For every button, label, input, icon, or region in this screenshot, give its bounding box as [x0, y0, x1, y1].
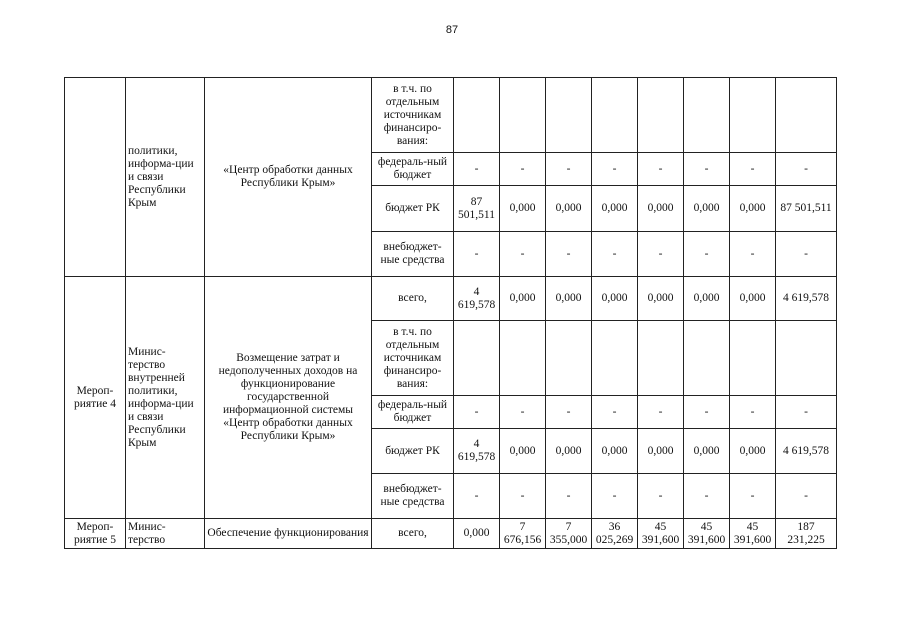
value-cell: [454, 321, 500, 396]
value-cell: 36 025,269: [592, 519, 638, 549]
value-cell: -: [454, 232, 500, 277]
value-cell: 0,000: [730, 429, 776, 474]
value-cell: 0,000: [638, 429, 684, 474]
value-cell: -: [776, 232, 837, 277]
value-cell: 4 619,578: [776, 429, 837, 474]
source-cell: федераль-ный бюджет: [372, 396, 454, 429]
value-cell: -: [500, 474, 546, 519]
value-cell: 0,000: [592, 277, 638, 321]
value-cell: 0,000: [546, 429, 592, 474]
value-cell: 7 355,000: [546, 519, 592, 549]
value-cell: -: [638, 153, 684, 186]
table-row: [65, 277, 837, 321]
source-cell: в т.ч. по отдельным источникам финансиро-вания:: [372, 321, 454, 396]
source-cell: всего,: [372, 277, 454, 321]
value-cell: 4 619,578: [454, 429, 500, 474]
event-cell: [65, 78, 126, 277]
value-cell: 0,000: [500, 429, 546, 474]
value-cell: -: [592, 153, 638, 186]
source-cell: федераль-ный бюджет: [372, 153, 454, 186]
value-cell: 0,000: [454, 519, 500, 549]
value-cell: 45 391,600: [730, 519, 776, 549]
executor-cell: Минис-терство: [126, 519, 205, 549]
budget-table: [64, 77, 837, 549]
value-cell: [546, 78, 592, 153]
value-cell: 0,000: [592, 429, 638, 474]
value-cell: [592, 321, 638, 396]
source-cell: внебюджет-ные средства: [372, 474, 454, 519]
value-cell: [684, 78, 730, 153]
value-cell: -: [500, 153, 546, 186]
event-cell: Мероп-риятие 4: [65, 277, 126, 519]
event-name-cell: Обеспечение функционирования: [205, 519, 372, 549]
value-cell: -: [684, 232, 730, 277]
value-cell: -: [730, 232, 776, 277]
executor-cell: Минис-терство внутренней политики, информа-ции и связи Республики Крым: [126, 277, 205, 519]
value-cell: -: [454, 474, 500, 519]
value-cell: [730, 78, 776, 153]
value-cell: -: [500, 396, 546, 429]
value-cell: -: [638, 232, 684, 277]
value-cell: [638, 78, 684, 153]
value-cell: [638, 321, 684, 396]
value-cell: 187 231,225: [776, 519, 837, 549]
value-cell: 0,000: [730, 186, 776, 232]
value-cell: -: [684, 474, 730, 519]
value-cell: -: [546, 232, 592, 277]
source-cell: в т.ч. по отдельным источникам финансиро-вания:: [372, 78, 454, 153]
value-cell: [776, 78, 837, 153]
value-cell: [500, 321, 546, 396]
table-row: [65, 78, 837, 153]
table-row: [65, 519, 837, 549]
value-cell: -: [730, 474, 776, 519]
source-cell: бюджет РК: [372, 186, 454, 232]
value-cell: 0,000: [684, 429, 730, 474]
value-cell: 87 501,511: [776, 186, 837, 232]
value-cell: -: [638, 474, 684, 519]
value-cell: [776, 321, 837, 396]
executor-cell: политики, информа-ции и связи Республики Крым: [126, 78, 205, 277]
value-cell: -: [776, 153, 837, 186]
value-cell: -: [730, 153, 776, 186]
page-number: 87: [445, 24, 459, 36]
value-cell: 0,000: [546, 186, 592, 232]
value-cell: -: [500, 232, 546, 277]
source-cell: внебюджет-ные средства: [372, 232, 454, 277]
value-cell: [546, 321, 592, 396]
value-cell: 4 619,578: [776, 277, 837, 321]
value-cell: -: [454, 153, 500, 186]
value-cell: 0,000: [730, 277, 776, 321]
value-cell: [730, 321, 776, 396]
value-cell: -: [592, 396, 638, 429]
value-cell: 7 676,156: [500, 519, 546, 549]
source-cell: всего,: [372, 519, 454, 549]
value-cell: 0,000: [592, 186, 638, 232]
value-cell: 0,000: [500, 186, 546, 232]
value-cell: 0,000: [684, 277, 730, 321]
value-cell: -: [546, 474, 592, 519]
value-cell: -: [454, 396, 500, 429]
source-cell: бюджет РК: [372, 429, 454, 474]
value-cell: [592, 78, 638, 153]
event-name-cell: Возмещение затрат и недополученных доходов на функционирование государственной информационной системы «Центр обработки данных Республики Крым»: [205, 277, 372, 519]
value-cell: 0,000: [546, 277, 592, 321]
value-cell: 4 619,578: [454, 277, 500, 321]
value-cell: 0,000: [638, 186, 684, 232]
value-cell: -: [776, 474, 837, 519]
value-cell: -: [684, 153, 730, 186]
event-name-cell: «Центр обработки данных Республики Крым»: [205, 78, 372, 277]
value-cell: -: [776, 396, 837, 429]
value-cell: -: [684, 396, 730, 429]
value-cell: [684, 321, 730, 396]
value-cell: -: [546, 153, 592, 186]
value-cell: [500, 78, 546, 153]
value-cell: [454, 78, 500, 153]
value-cell: -: [730, 396, 776, 429]
value-cell: 0,000: [684, 186, 730, 232]
value-cell: -: [638, 396, 684, 429]
value-cell: -: [546, 396, 592, 429]
event-cell: Мероп-риятие 5: [65, 519, 126, 549]
value-cell: 45 391,600: [684, 519, 730, 549]
value-cell: 0,000: [500, 277, 546, 321]
value-cell: 87 501,511: [454, 186, 500, 232]
value-cell: 0,000: [638, 277, 684, 321]
value-cell: -: [592, 474, 638, 519]
value-cell: 45 391,600: [638, 519, 684, 549]
value-cell: -: [592, 232, 638, 277]
